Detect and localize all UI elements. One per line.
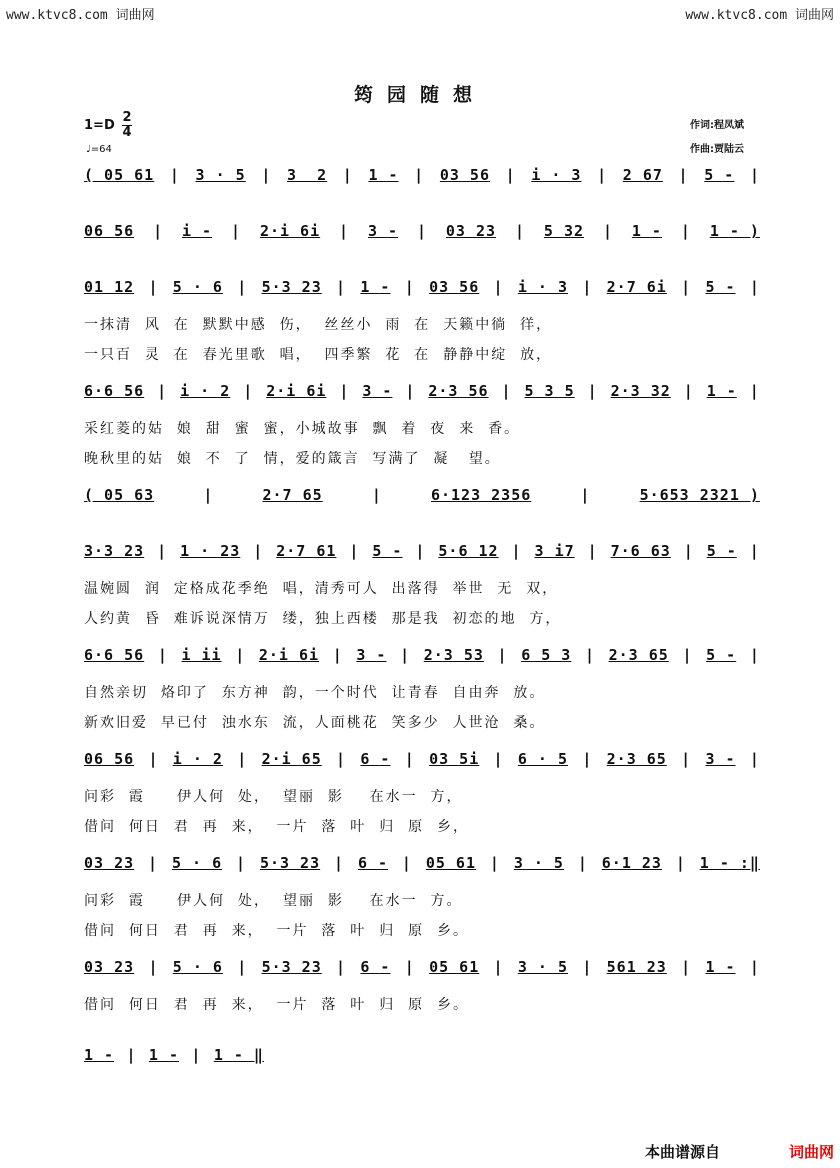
measure: 6·6 56 (84, 646, 145, 664)
measure: 06 56 (84, 750, 135, 768)
notation-row-8 (84, 750, 760, 768)
measure: 5·3 23 (259, 854, 321, 872)
bar-line: | (580, 486, 591, 504)
lyric-line: 人约黄 昏 难诉说深情万 缕，独上西楼 那是我 初恋的地 方， (84, 611, 562, 627)
measure: 5·653 2321 ) (639, 486, 760, 504)
bar-line: | (414, 166, 425, 184)
notation-row-6 (84, 542, 760, 560)
measure: 5 · 6 (172, 958, 223, 976)
measure: 6 - (357, 854, 389, 872)
key-signature: 1=D (84, 118, 115, 133)
footer-source: 本曲谱源自 (644, 1143, 720, 1161)
measure: 5 · 6 (171, 854, 223, 872)
measure: 2 67 (622, 166, 663, 184)
measure: 6 · 5 (517, 750, 569, 768)
bar-line: | (237, 278, 248, 296)
bar-line: | (157, 646, 168, 664)
measure: i - (182, 222, 213, 240)
bar-line: | (401, 854, 412, 872)
bar-line: | (336, 958, 347, 976)
bar-line: | (415, 542, 426, 560)
notation-row-9 (84, 854, 760, 872)
notation-row-2 (84, 222, 760, 240)
bar-line: | (334, 854, 345, 872)
notation-row-7 (84, 646, 760, 664)
bar-line: | (749, 958, 760, 976)
bar-line: | (404, 958, 415, 976)
measure: 1 - (705, 958, 736, 976)
lyricist: 作词:程凤斌 (690, 120, 744, 131)
bar-line: | (405, 382, 416, 400)
notation-row-10 (84, 958, 760, 976)
measure: 1 - (706, 382, 737, 400)
measure: 2·i 6i (259, 222, 321, 240)
bar-line: | (153, 222, 164, 240)
bar-line: | (505, 166, 516, 184)
bar-line: | (243, 382, 254, 400)
lyric-line: 问彩 霞 伊人何 处， 望丽 影 在水一 方， (84, 789, 463, 805)
measure: 01 12 (84, 278, 135, 296)
measure: 3 - (356, 646, 387, 664)
measure: 7·6 63 (610, 542, 671, 560)
bar-line: | (678, 166, 689, 184)
measure: 1 - :‖ (699, 854, 760, 872)
measure: 3 · 5 (517, 958, 569, 976)
song-title: 筠园随想 (353, 84, 486, 106)
measure: 2·3 65 (606, 750, 667, 768)
measure: 6 5 3 (521, 646, 572, 664)
measure: ( 05 63 (84, 486, 155, 504)
watermark-right: www.ktvc8.com 词曲网 (685, 8, 834, 23)
measure: 1 - (148, 1046, 179, 1064)
bar-line: | (416, 222, 427, 240)
lyric-line: 一抹清 风 在 默默中感 伤， 丝丝小 雨 在 天籁中徜 徉， (84, 317, 553, 333)
bar-line: | (681, 278, 692, 296)
bar-line: | (582, 750, 593, 768)
bar-line: | (339, 382, 350, 400)
measure: 5 - (706, 646, 737, 664)
measure: 5·6 12 (438, 542, 499, 560)
measure: 05 61 (429, 958, 480, 976)
bar-line: | (400, 646, 411, 664)
watermark-left: www.ktvc8.com 词曲网 (6, 8, 155, 23)
bar-line: | (501, 382, 512, 400)
bar-line: | (493, 278, 504, 296)
measure: 1 - ‖ (213, 1046, 264, 1064)
measure: 5 - (706, 542, 737, 560)
measure: 1 · 23 (180, 542, 241, 560)
bar-line: | (681, 958, 692, 976)
bar-line: | (342, 166, 353, 184)
bar-line: | (749, 278, 760, 296)
bar-line: | (236, 854, 247, 872)
measure: 3 - (705, 750, 736, 768)
lyric-line: 一只百 灵 在 春光里歌 唱， 四季繁 花 在 静静中绽 放， (84, 347, 553, 363)
lyric-line: 借问 何日 君 再 来， 一片 落 叶 归 原 乡。 (84, 997, 470, 1013)
bar-line: | (148, 958, 159, 976)
lyric-line: 采红菱的姑 娘 甜 蜜 蜜，小城故事 飘 着 夜 来 香。 (84, 421, 521, 437)
measure: 2·3 65 (608, 646, 669, 664)
bar-line: | (404, 278, 415, 296)
measure: 03 56 (429, 278, 480, 296)
measure: 3 · 5 (513, 854, 564, 872)
lyric-line: 晚秋里的姑 娘 不 了 情，爱的箴言 写满了 凝 望。 (84, 451, 501, 467)
bar-line: | (157, 382, 168, 400)
measure: 03 23 (445, 222, 497, 240)
bar-line: | (203, 486, 214, 504)
measure: 2·i 65 (261, 750, 322, 768)
bar-line: | (493, 958, 504, 976)
bar-line: | (349, 542, 360, 560)
bar-line: | (683, 382, 694, 400)
measure: 2·i 6i (266, 382, 327, 400)
measure: 03 23 (84, 854, 135, 872)
time-top: 2 (122, 110, 132, 125)
bar-line: | (582, 958, 593, 976)
bar-line: | (339, 222, 350, 240)
bar-line: | (749, 382, 760, 400)
composer: 作曲:贾陆云 (690, 144, 744, 155)
bar-line: | (683, 542, 694, 560)
measure: 2·3 56 (428, 382, 489, 400)
bar-line: | (253, 542, 264, 560)
bar-line: | (489, 854, 500, 872)
measure: 3 - (367, 222, 399, 240)
bar-line: | (191, 1046, 202, 1064)
measure: 6·6 56 (84, 382, 145, 400)
bar-line: | (148, 278, 159, 296)
measure: 5 - (704, 166, 735, 184)
measure: 2·3 32 (610, 382, 671, 400)
measure: 1 - ) (709, 222, 760, 240)
measure: i · 2 (172, 750, 223, 768)
lyric-line: 温婉圆 润 定格成花季绝 唱，清秀可人 出落得 举世 无 双， (84, 581, 559, 597)
bar-line: | (587, 382, 598, 400)
bar-line: | (371, 486, 382, 504)
time-bottom: 4 (122, 125, 132, 140)
bar-line: | (514, 222, 525, 240)
notation-row-3 (84, 278, 760, 296)
measure: 03 56 (439, 166, 490, 184)
notation-row-4 (84, 382, 760, 400)
footer-logo: 词曲网 (788, 1143, 834, 1161)
measure: 1 - (84, 1046, 115, 1064)
measure: i · 3 (531, 166, 582, 184)
notation-row-5 (84, 486, 760, 504)
measure: i · 2 (180, 382, 231, 400)
bar-line: | (148, 854, 159, 872)
measure: 5 · 6 (172, 278, 223, 296)
measure: 561 23 (606, 958, 667, 976)
lyric-line: 问彩 霞 伊人何 处， 望丽 影 在水一 方。 (84, 893, 463, 909)
bar-line: | (237, 958, 248, 976)
bar-line: | (157, 542, 168, 560)
bar-line: | (584, 646, 595, 664)
bar-line: | (675, 854, 686, 872)
lyric-line: 自然亲切 烙印了 东方神 韵，一个时代 让青春 自由奔 放。 (84, 685, 546, 701)
measure: 2·7 65 (262, 486, 323, 504)
measure: 05 61 (425, 854, 476, 872)
measure: 2·7 61 (276, 542, 337, 560)
measure: i · 3 (517, 278, 569, 296)
measure: 3 2 (287, 166, 328, 184)
measure: 5 3 5 (524, 382, 575, 400)
bar-line: | (231, 222, 242, 240)
bar-line: | (587, 542, 598, 560)
measure: 5 - (705, 278, 736, 296)
bar-line: | (582, 278, 593, 296)
measure: 3 i7 (534, 542, 575, 560)
measure: 2·3 53 (423, 646, 484, 664)
bar-line: | (749, 750, 760, 768)
bar-line: | (126, 1046, 137, 1064)
bar-line: | (749, 646, 760, 664)
measure: i ii (181, 646, 222, 664)
bar-line: | (681, 750, 692, 768)
bar-line: | (237, 750, 248, 768)
measure: 1 - (368, 166, 399, 184)
bar-line: | (336, 750, 347, 768)
measure: 6·123 2356 (430, 486, 532, 504)
bar-line: | (577, 854, 588, 872)
lyric-line: 借问 何日 君 再 来， 一片 落 叶 归 原 乡。 (84, 923, 470, 939)
measure: 5 - (372, 542, 403, 560)
bar-line: | (602, 222, 613, 240)
bar-line: | (493, 750, 504, 768)
measure: 1 - (631, 222, 662, 240)
bar-line: | (511, 542, 522, 560)
measure: 3·3 23 (84, 542, 145, 560)
measure: 2·i 6i (258, 646, 320, 664)
measure: 06 56 (84, 222, 135, 240)
bar-line: | (169, 166, 180, 184)
time-signature (122, 112, 132, 139)
bar-line: | (597, 166, 608, 184)
bar-line: | (404, 750, 415, 768)
measure: 03 23 (84, 958, 135, 976)
bar-line: | (261, 166, 272, 184)
lyric-line: 借问 何日 君 再 来， 一片 落 叶 归 原 乡， (84, 819, 470, 835)
measure: 6·1 23 (601, 854, 662, 872)
measure: 03 5i (429, 750, 480, 768)
notation-row-11 (84, 1046, 264, 1064)
measure: 5·3 23 (261, 958, 322, 976)
bar-line: | (332, 646, 343, 664)
measure: 1 - (360, 278, 391, 296)
bar-line: | (336, 278, 347, 296)
bar-line: | (148, 750, 159, 768)
bar-line: | (682, 646, 693, 664)
tempo-mark: ♩=64 (86, 144, 112, 155)
measure: 5 32 (543, 222, 585, 240)
measure: 6 - (360, 750, 391, 768)
bar-line: | (680, 222, 691, 240)
bar-line: | (497, 646, 508, 664)
measure: 3 - (362, 382, 393, 400)
measure: 2·7 6i (606, 278, 667, 296)
bar-line: | (749, 542, 760, 560)
measure: 5·3 23 (261, 278, 322, 296)
lyric-line: 新欢旧爱 早已付 浊水东 流，人面桃花 笑多少 人世沧 桑。 (84, 715, 546, 731)
measure: 6 - (360, 958, 391, 976)
bar-line: | (749, 166, 760, 184)
measure: 3 · 5 (195, 166, 246, 184)
measure: ( 05 61 (84, 166, 155, 184)
bar-line: | (235, 646, 246, 664)
notation-row-1 (84, 166, 760, 184)
